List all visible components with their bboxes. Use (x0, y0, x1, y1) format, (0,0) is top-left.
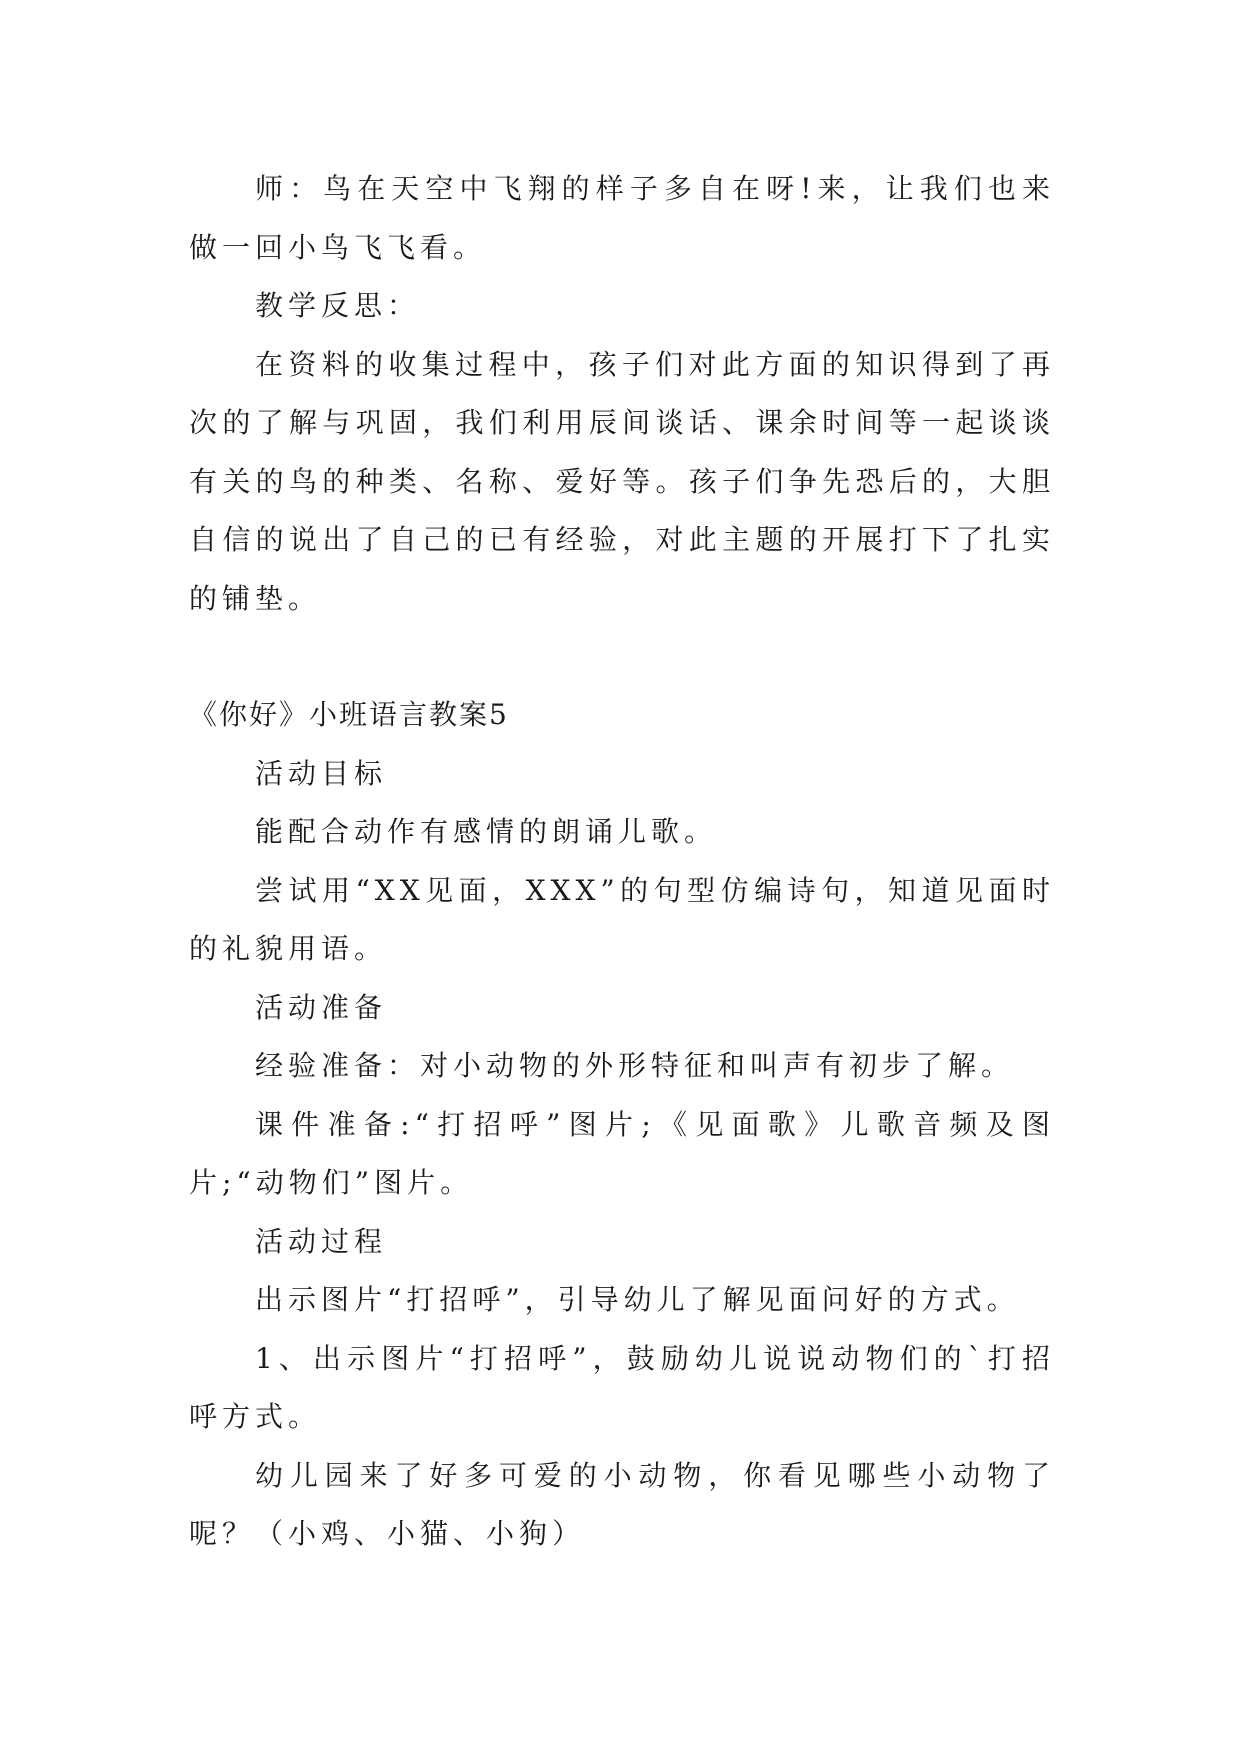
paragraph-courseware-prep: 课件准备:“打招呼”图片;《见面歌》儿歌音频及图片;“动物们”图片。 (189, 1107, 1055, 1199)
paragraph-goal-2: 尝试用“XX见面，XXX”的句型仿编诗句，知道见面时的礼貌用语。 (189, 873, 1055, 965)
section-gap (189, 628, 1055, 686)
document-body (189, 160, 1055, 1564)
paragraph-process-question: 幼儿园来了好多可爱的小动物，你看见哪些小动物了呢？（小鸡、小猫、小狗） (189, 1458, 1055, 1550)
heading-activity-preparation: 活动准备 (255, 990, 388, 1024)
heading-activity-process: 活动过程 (255, 1224, 388, 1258)
lesson-title: 《你好》小班语言教案5 (189, 698, 509, 731)
paragraph-goal-1: 能配合动作有感情的朗诵儿歌。 (255, 815, 718, 848)
paragraph-process-step-1: 1、出示图片“打招呼”，鼓励幼儿说说动物们的`打招呼方式。 (189, 1341, 1055, 1433)
heading-activity-goals: 活动目标 (255, 756, 388, 790)
paragraph-teacher-line: 师：鸟在天空中飞翔的样子多自在呀!来，让我们也来做一回小鸟飞飞看。 (189, 172, 1055, 264)
paragraph-reflection-heading: 教学反思： (255, 289, 421, 322)
paragraph-reflection-body: 在资料的收集过程中，孩子们对此方面的知识得到了再次的了解与巩固，我们利用辰间谈话、课余时间等一起谈谈有关的鸟的种类、名称、爱好等。孩子们争先恐后的，大胆自信的说出了自己的已有经验，对此主题的开展打下了扎实的铺垫。 (189, 347, 1055, 615)
paragraph-process-intro: 出示图片“打招呼”，引导幼儿了解见面问好的方式。 (255, 1283, 1020, 1316)
paragraph-experience-prep: 经验准备：对小动物的外形特征和叫声有初步了解。 (255, 1049, 1015, 1082)
